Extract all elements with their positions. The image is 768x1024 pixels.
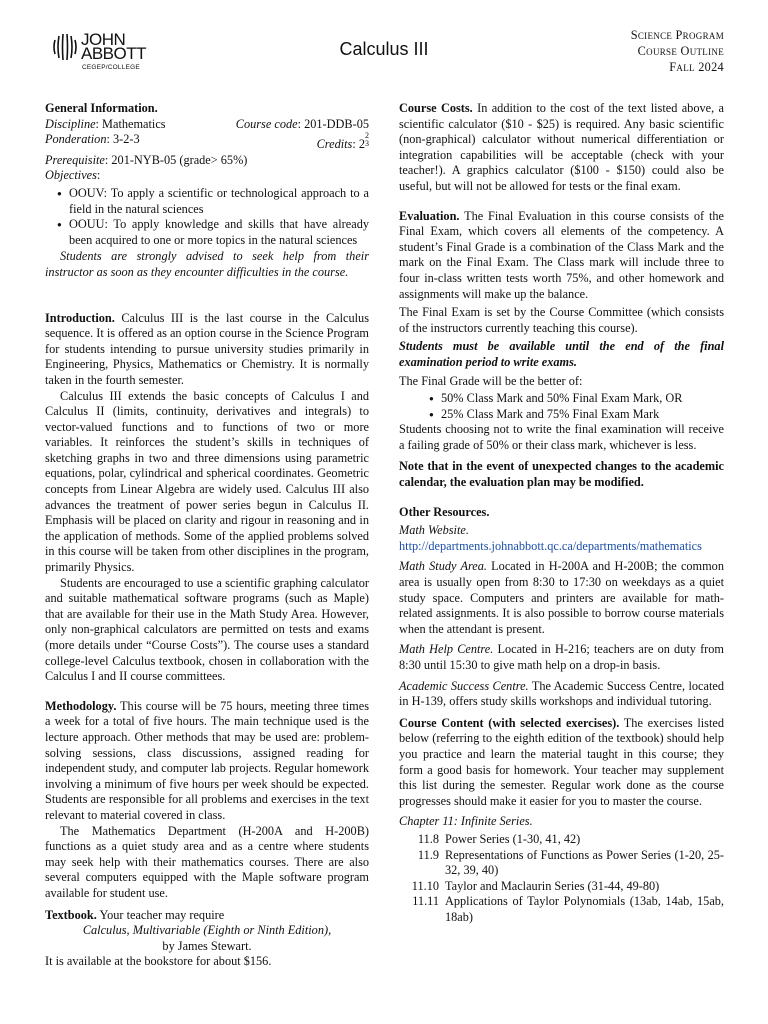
math-website-link[interactable]: http://departments.johnabbott.qc.ca/departments/mathematics bbox=[399, 538, 702, 553]
methodology-paragraph-2: The Mathematics Department (H-200A and H-200B) functions as a quiet study area and as a centre where students may seek help with their mathematics courses. There are also several computers equipped with the Maple software program available for student use. bbox=[45, 823, 369, 900]
section-list bbox=[399, 832, 724, 926]
logo-text-abbott: ABBOTT bbox=[81, 44, 147, 63]
course-code-value: 201-DDB-05 bbox=[304, 116, 369, 131]
course-content-section bbox=[399, 716, 724, 926]
introduction-paragraph-3: Students are encouraged to use a scientific graphing calculator and suitable mathematical software programs (such as Maple) that are available for their use in the Math Study Area. However, only non-graphical calculators are permitted on tests and exams (more details under “Course Costs”). The course uses a standard college-level Calculus textbook, chosen in collaboration with the Calculus I and II course committees. bbox=[45, 575, 369, 684]
grade-options-list bbox=[399, 391, 724, 422]
evaluation-section bbox=[399, 209, 724, 491]
textbook-author: by James Stewart. bbox=[162, 938, 252, 953]
program-name: Science Program bbox=[630, 28, 724, 42]
textbook-price: It is available at the bookstore for about $156. bbox=[45, 954, 272, 969]
logo-text-john: JOHN bbox=[81, 30, 126, 49]
discipline-label: Discipline bbox=[45, 116, 96, 131]
introduction-section bbox=[45, 311, 369, 685]
ponderation-value: 3-2-3 bbox=[112, 132, 140, 147]
prerequisite-value: 201-NYB-05 (grade> 65%) bbox=[111, 152, 248, 167]
methodology-heading: Methodology. bbox=[45, 698, 117, 713]
exam-availability-notice: Students must be available until the end of the final examination period to write exams. bbox=[399, 339, 724, 369]
section-text: Representations of Functions as Power Series (1-20, 25-32, 39, 40) bbox=[445, 847, 724, 878]
objectives-list bbox=[45, 186, 369, 248]
prerequisite-row: Prerequisite: 201-NYB-05 (grade> 65%) bbox=[45, 152, 248, 167]
section-row bbox=[399, 894, 724, 925]
help-advice: Students are strongly advised to seek help from their instructor as soon as they encounter difficulties in the course. bbox=[45, 249, 369, 279]
general-information-section bbox=[45, 101, 369, 281]
general-info-heading: General Information. bbox=[45, 101, 158, 115]
other-resources-section bbox=[399, 505, 724, 710]
logo-text-cegep: CEGEP/COLLEGE bbox=[82, 64, 140, 71]
credits-fraction bbox=[365, 132, 369, 148]
textbook-intro: Your teacher may require bbox=[99, 907, 225, 922]
credits-whole: 2 bbox=[358, 137, 365, 152]
math-website-label: Math Website. bbox=[399, 523, 469, 538]
section-number: 11.10 bbox=[411, 878, 439, 893]
course-costs-text: In addition to the cost of the text listed above, a scientific calculator ($10 - $25) is required. Any basic scientific (non-graphical) calculator without numerical differentiation or integration capabilities will be acceptable (check with your teacher!). A graphics calculator ($100 - $150) could also be useful, but will not be allowed for tests or the final exam. bbox=[399, 101, 724, 193]
introduction-heading: Introduction. bbox=[45, 310, 115, 325]
section-number: 11.8 bbox=[417, 831, 439, 846]
term-label: Fall 2024 bbox=[669, 60, 724, 74]
course-code-label: Course code bbox=[235, 116, 298, 131]
program-info bbox=[631, 27, 724, 75]
objective-item: ● OOUU: To apply knowledge and skills that have already been acquired to one or more topics in the natural sciences bbox=[57, 217, 369, 248]
credits-label: Credits bbox=[316, 137, 353, 152]
section-text: Applications of Taylor Polynomials (13ab, 14ab, 15ab, 18ab) bbox=[445, 894, 724, 924]
course-costs-heading: Course Costs. bbox=[399, 101, 473, 115]
section-row bbox=[399, 848, 724, 879]
textbook-title: Calculus, Multivariable (Eighth or Ninth Edition), bbox=[82, 923, 332, 938]
introduction-paragraph-1: Calculus III is the last course in the Calculus sequence. It is offered as an option course in the Science Program for students intending to pursue university studies primarily in Engineering, Physics, Mathematics or Chemistry. It is normally taken in the fourth semester. bbox=[45, 310, 369, 387]
academic-success-text: The Academic Success Centre, located in H-139, offers study skills workshops and individual tutoring. bbox=[399, 678, 724, 709]
outline-label: Course Outline bbox=[637, 44, 724, 58]
final-grade-intro: The Final Grade will be the better of: bbox=[399, 373, 583, 388]
methodology-section bbox=[45, 699, 369, 902]
credits-numerator: 2 bbox=[365, 131, 369, 141]
right-column bbox=[399, 101, 724, 926]
section-text: Taylor and Maclaurin Series (31-44, 49-80) bbox=[445, 878, 660, 893]
objective-item: ● OOUV: To apply a scientific or technological approach to a field in the natural sciences bbox=[57, 186, 369, 217]
prerequisite-label: Prerequisite bbox=[45, 152, 105, 167]
section-row bbox=[399, 832, 724, 848]
introduction-paragraph-2: Calculus III extends the basic concepts of Calculus I and Calculus II (limits, continuity, derivatives and integrals) to vector-valued functions and to functions of two or more variables. It reinforces the student’s skills in techniques of sketching graphs in two and three dimensions using parametric equations, polar, cylindrical and spherical coordinates. Geometric concepts from Linear Algebra are widely used. Calculus III also advances the treatment of power series begun in Calculus II. Emphasis will be placed on clarity and rigour in reasoning and in the application of methods. Some of the applied problems solved in this course will be taken from other disciplines in the program, primarily Physics. bbox=[45, 388, 369, 575]
other-resources-heading: Other Resources. bbox=[399, 504, 490, 519]
left-column bbox=[45, 101, 369, 970]
grade-option-item: ● 25% Class Mark and 75% Final Exam Mark bbox=[429, 407, 724, 423]
textbook-section bbox=[45, 908, 369, 970]
page-title: Calculus III bbox=[339, 39, 429, 59]
course-content-heading: Course Content (with selected exercises). bbox=[399, 715, 620, 730]
objectives-row: Objectives: bbox=[45, 168, 101, 183]
methodology-paragraph-1: This course will be 75 hours, meeting three times a week for a total of five hours. The main technique used is the lecture approach. Other methods that may be used are: problem-solving sessions, class discussions, assigned reading for independent study, and computer lab projects. Regular homework involving a minimum of five hours per week should be expected. Students are responsible for all problems and exercises in the text relevant to material covered in class. bbox=[45, 698, 369, 822]
no-exam-policy: Students choosing not to write the final examination will receive a failing grade of 50% or their class mark, whichever is less. bbox=[399, 422, 724, 452]
textbook-heading: Textbook. bbox=[45, 907, 97, 922]
ponderation-label: Ponderation bbox=[45, 132, 107, 147]
evaluation-paragraph-1: The Final Evaluation in this course consists of the Final Exam, which covers all elements of the competency. A student’s Final Grade is a combination of the Class Mark and the mark on the Final Exam. The Class mark will include three to four in-class written tests worth 75%, and other homework and assignments will make up the balance. bbox=[399, 208, 724, 301]
discipline-value: Mathematics bbox=[102, 116, 166, 131]
calendar-change-note: Note that in the event of unexpected changes to the academic calendar, the evaluation plan may be modified. bbox=[399, 459, 724, 490]
section-text: Power Series (1-30, 41, 42) bbox=[445, 831, 581, 846]
credits-denominator: 3 bbox=[365, 139, 369, 149]
section-row bbox=[399, 879, 724, 895]
math-study-area-label: Math Study Area. bbox=[399, 559, 487, 574]
section-number: 11.11 bbox=[412, 894, 439, 909]
math-study-area-text: Located in H-200A and H-200B; the common area is usually open from 8:30 to 17:30 on weekdays as a quiet study space. Computers and printers are available for math-related assignments. It is also possible to borrow course materials when the attendant is present. bbox=[399, 559, 724, 636]
course-costs-section bbox=[399, 101, 724, 195]
objectives-label: Objectives bbox=[45, 168, 97, 183]
evaluation-heading: Evaluation. bbox=[399, 208, 460, 223]
chapter-title: Chapter 11: Infinite Series. bbox=[399, 814, 533, 829]
evaluation-paragraph-2: The Final Exam is set by the Course Committee (which consists of the instructors currently teaching this course). bbox=[399, 305, 724, 335]
grade-option-item: ● 50% Class Mark and 50% Final Exam Mark, OR bbox=[429, 391, 724, 407]
discipline-row: Discipline: Mathematics Course code: 201-DDB-05 bbox=[45, 116, 369, 131]
section-number: 11.9 bbox=[417, 847, 439, 862]
academic-success-label: Academic Success Centre. bbox=[399, 678, 529, 693]
ponderation-row: Ponderation: 3-2-3 Credits: 22 3 bbox=[45, 131, 369, 152]
math-help-centre-label: Math Help Centre. bbox=[399, 642, 494, 657]
math-help-centre-text: Located in H-216; teachers are on duty from 8:30 until 15:30 to give math help on a drop-in basis. bbox=[399, 642, 724, 672]
course-content-text: The exercises listed below (referring to the eighth edition of the textbook) should help you practice and learn the material taught in this course; they form a good basis for homework. Your teacher may supplement this list during the semester. Regular work done as the course progresses should make it easier for you to master the course. bbox=[399, 715, 724, 808]
